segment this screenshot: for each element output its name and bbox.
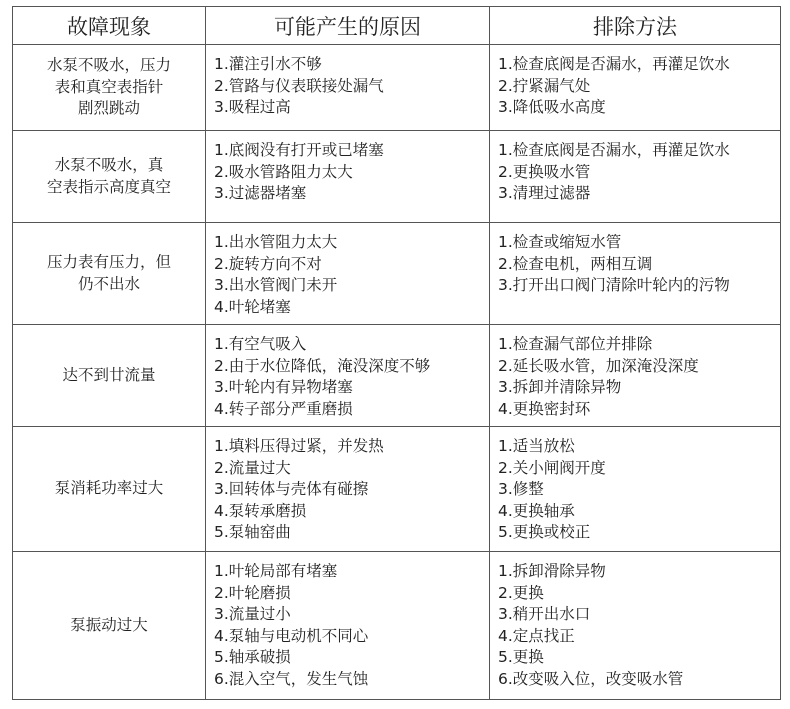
- remedy-item: 3.修整: [498, 480, 544, 498]
- cause-item: 3.叶轮内有异物堵塞: [214, 378, 353, 396]
- cause-item: 1.叶轮局部有堵塞: [214, 562, 338, 580]
- table-row: [13, 45, 781, 131]
- troubleshooting-table: [12, 6, 781, 700]
- remedy-item: 3.清理过滤器: [498, 184, 591, 202]
- cause-item: 3.回转体与壳体有碰擦: [214, 480, 369, 498]
- fault-text-line: 水泵不吸水，压力: [46, 56, 171, 75]
- cause-item: 1.填料压得过紧，并发热: [214, 437, 384, 455]
- fault-cell: [13, 325, 206, 427]
- causes-cell: [206, 552, 490, 700]
- fault-text-line: 仍不出水: [77, 274, 140, 293]
- remedies-cell: [490, 427, 781, 552]
- fault-text-line: 压力表有压力，但: [46, 253, 171, 271]
- fault-text-line: 表和真空表指针: [54, 77, 164, 96]
- causes-cell: [206, 223, 490, 325]
- fault-cell: [13, 223, 206, 325]
- remedy-item: 4.更换密封环: [498, 399, 591, 418]
- remedy-item: 5.更换: [498, 648, 544, 666]
- cause-item: 1.灌注引水不够: [214, 55, 322, 73]
- cause-item: 3.过滤器堵塞: [214, 184, 307, 202]
- remedies-cell: [490, 131, 781, 223]
- cause-item: 2.吸水管路阻力太大: [214, 162, 353, 181]
- cause-item: 5.轴承破损: [214, 648, 291, 666]
- cause-item: 2.叶轮磨损: [214, 583, 291, 602]
- header-causes: 可能产生的原因: [206, 7, 490, 45]
- remedy-item: 3.拆卸并清除异物: [498, 378, 622, 396]
- remedy-item: 4.定点找正: [498, 626, 575, 645]
- remedy-item: 3.打开出口阀门清除叶轮内的污物: [498, 276, 730, 294]
- cause-item: 4.泵轴与电动机不同心: [214, 626, 369, 645]
- remedy-item: 1.检查底阀是否漏水，再灌足饮水: [498, 55, 730, 73]
- table-body: [13, 45, 781, 700]
- cause-item: 4.转子部分严重磨损: [214, 399, 353, 418]
- remedy-item: 1.适当放松: [498, 437, 575, 455]
- remedy-item: 3.降低吸水高度: [498, 98, 606, 116]
- fault-text-line: 达不到廿流量: [62, 365, 156, 384]
- remedies-cell: [490, 45, 781, 131]
- remedy-item: 2.关小闸阀开度: [498, 458, 606, 477]
- fault-cell: [13, 552, 206, 700]
- remedy-item: 3.稍开出水口: [498, 605, 591, 623]
- cause-item: 4.叶轮堵塞: [214, 297, 291, 316]
- table-row: [13, 223, 781, 325]
- remedies-cell: [490, 325, 781, 427]
- fault-text-line: 空表指示高度真空: [46, 177, 171, 196]
- cause-item: 2.由于水位降低，淹没深度不够: [214, 356, 431, 375]
- remedy-item: 1.检查漏气部位并排除: [498, 335, 653, 353]
- header-remedies: 排除方法: [490, 7, 781, 45]
- cause-item: 3.吸程过高: [214, 98, 291, 116]
- fault-table-container: [12, 6, 780, 700]
- remedy-item: 1.检查底阀是否漏水，再灌足饮水: [498, 141, 730, 159]
- table-row: [13, 552, 781, 700]
- remedy-item: 5.更换或校正: [498, 523, 591, 541]
- table-row: [13, 131, 781, 223]
- fault-text-line: 泵消耗功率过大: [54, 479, 164, 498]
- fault-text-line: 泵振动过大: [70, 615, 148, 634]
- causes-cell: [206, 427, 490, 552]
- cause-item: 2.流量过大: [214, 458, 291, 477]
- cause-item: 2.旋转方向不对: [214, 254, 322, 273]
- remedy-item: 4.更换轴承: [498, 501, 575, 520]
- remedy-item: 2.更换吸水管: [498, 162, 591, 181]
- remedy-item: 2.更换: [498, 583, 544, 602]
- cause-item: 3.流量过小: [214, 605, 291, 623]
- remedy-item: 1.拆卸滑除异物: [498, 562, 606, 580]
- remedy-item: 2.延长吸水管，加深淹没深度: [498, 356, 699, 375]
- cause-item: 5.泵轴窑曲: [214, 523, 291, 541]
- causes-cell: [206, 131, 490, 223]
- remedy-item: 6.改变吸入位，改变吸水管: [498, 669, 684, 688]
- cause-item: 1.出水管阻力太大: [214, 233, 338, 251]
- remedy-item: 2.拧紧漏气处: [498, 76, 591, 95]
- fault-cell: [13, 45, 206, 131]
- fault-cell: [13, 131, 206, 223]
- fault-text-line: 剧烈跳动: [77, 99, 140, 118]
- cause-item: 4.泵转承磨损: [214, 501, 307, 520]
- fault-cell: [13, 427, 206, 552]
- header-row: [13, 7, 781, 45]
- header-fault: 故障现象: [13, 7, 206, 45]
- remedies-cell: [490, 552, 781, 700]
- causes-cell: [206, 325, 490, 427]
- fault-text-line: 水泵不吸水，真: [54, 156, 164, 174]
- table-row: [13, 325, 781, 427]
- cause-item: 1.底阀没有打开或已堵塞: [214, 141, 384, 159]
- remedy-item: 1.检查或缩短水管: [498, 233, 622, 251]
- causes-cell: [206, 45, 490, 131]
- cause-item: 2.管路与仪表联接处漏气: [214, 76, 384, 95]
- cause-item: 6.混入空气，发生气蚀: [214, 669, 369, 688]
- cause-item: 1.有空气吸入: [214, 335, 307, 353]
- remedies-cell: [490, 223, 781, 325]
- remedy-item: 2.检查电机，两相互调: [498, 254, 653, 273]
- table-row: [13, 427, 781, 552]
- cause-item: 3.出水管阀门未开: [214, 276, 338, 294]
